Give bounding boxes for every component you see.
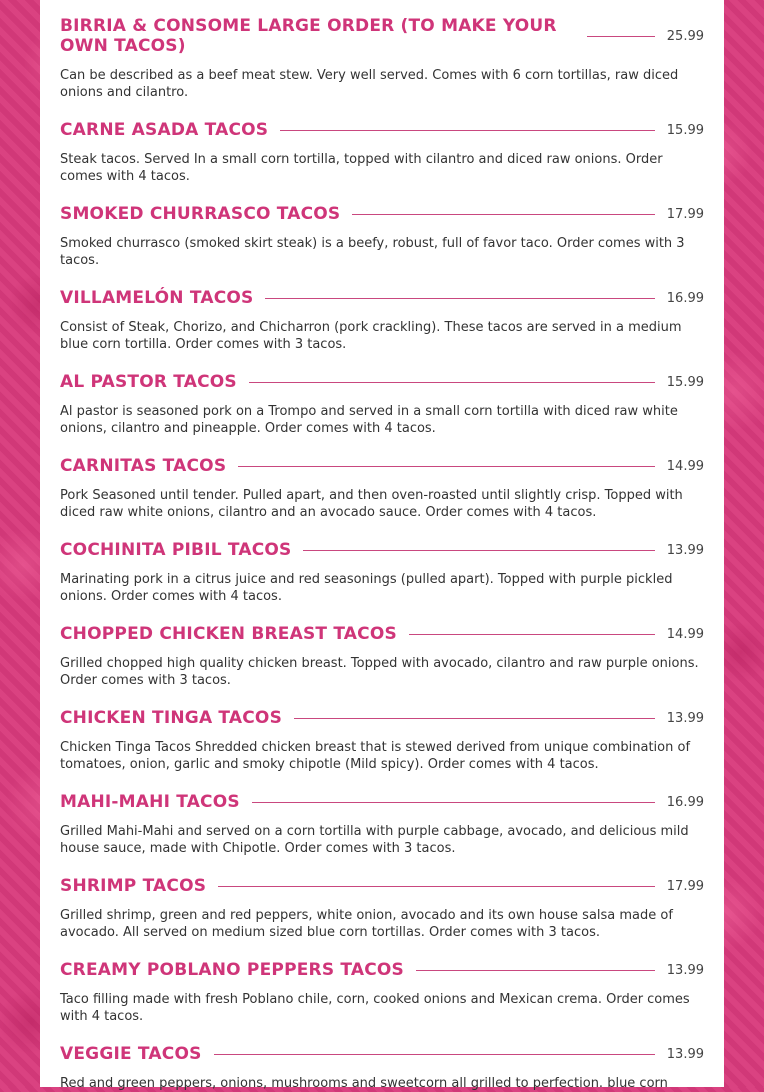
menu-item-description: Chicken Tinga Tacos Shredded chicken breast that is stewed derived from unique combination of tomatoes, onion, garlic and smoky chipotle (Mild spicy). Order comes with 4 tacos. <box>60 740 691 772</box>
menu-item <box>60 120 704 185</box>
menu-item <box>60 708 704 773</box>
menu-item-header <box>60 1044 704 1064</box>
menu-item-name: VEGGIE TACOS <box>60 1044 202 1064</box>
menu-item <box>60 1044 704 1092</box>
menu-item-description: Taco filling made with fresh Poblano chile, corn, cooked onions and Mexican crema. Order comes with 4 tacos. <box>60 992 690 1024</box>
leader-line <box>252 802 655 803</box>
menu-item-header <box>60 960 704 980</box>
menu-item-price: 13.99 <box>666 962 704 978</box>
menu-item-header <box>60 792 704 812</box>
menu-item-description: Grilled Mahi-Mahi and served on a corn tortilla with purple cabbage, avocado, and delicious mild house sauce, made with Chipotle. Order comes with 3 tacos. <box>60 824 689 856</box>
menu-item-name: COCHINITA PIBIL TACOS <box>60 540 292 560</box>
leader-line <box>294 718 655 719</box>
menu-item <box>60 288 704 353</box>
menu-item-price: 13.99 <box>666 542 704 558</box>
menu-item-name: BIRRIA & CONSOME LARGE ORDER (TO MAKE YOUR OWN TACOS) <box>60 16 557 56</box>
menu-item-header <box>60 288 704 308</box>
menu-item-header <box>60 16 704 56</box>
leader-line <box>249 382 655 383</box>
leader-line <box>265 298 654 299</box>
menu-item <box>60 792 704 857</box>
menu-item-header <box>60 120 704 140</box>
menu-item-description: Red and green peppers, onions, mushrooms and sweetcorn all grilled to perfection. blue corn <box>60 1076 668 1091</box>
menu-panel <box>40 0 724 1091</box>
menu-item-price: 13.99 <box>666 710 704 726</box>
menu-item-price: 16.99 <box>666 794 704 810</box>
menu-item-price: 15.99 <box>666 374 704 390</box>
menu-item-description: Grilled shrimp, green and red peppers, white onion, avocado and its own house salsa made of avocado. All served on medium sized blue corn tortillas. Order comes with 3 tacos. <box>60 908 673 940</box>
menu-item-description: Steak tacos. Served In a small corn tortilla, topped with cilantro and diced raw onions. Order comes with 4 tacos. <box>60 152 663 184</box>
menu-item-description: Consist of Steak, Chorizo, and Chicharron (pork crackling). These tacos are served in a medium blue corn tortilla. Order comes with 3 tacos. <box>60 320 682 352</box>
menu-item-price: 16.99 <box>666 290 704 306</box>
menu-item <box>60 16 704 101</box>
leader-line <box>303 550 654 551</box>
menu-item-name: CARNE ASADA TACOS <box>60 120 269 140</box>
menu-item-name: AL PASTOR TACOS <box>60 372 237 392</box>
menu-item-price: 25.99 <box>666 28 704 44</box>
menu-item-name: SHRIMP TACOS <box>60 876 207 896</box>
menu-item-name: CHICKEN TINGA TACOS <box>60 708 283 728</box>
leader-line <box>587 36 655 37</box>
menu-item-price: 15.99 <box>666 122 704 138</box>
menu-item <box>60 624 704 689</box>
menu-item-name: CARNITAS TACOS <box>60 456 227 476</box>
menu-item <box>60 204 704 269</box>
menu-item-name: VILLAMELÓN TACOS <box>60 288 254 308</box>
menu-item-price: 13.99 <box>666 1046 704 1062</box>
menu-item-price: 17.99 <box>666 878 704 894</box>
menu-item-name: SMOKED CHURRASCO TACOS <box>60 204 341 224</box>
menu-item <box>60 960 704 1025</box>
menu-item-name: CREAMY POBLANO PEPPERS TACOS <box>60 960 404 980</box>
menu-item-header <box>60 708 704 728</box>
menu-item-description: Al pastor is seasoned pork on a Trompo and served in a small corn tortilla with diced raw white onions, cilantro and pineapple. Order comes with 4 tacos. <box>60 404 678 436</box>
leader-line <box>280 130 655 131</box>
menu-item-price: 17.99 <box>666 206 704 222</box>
menu-item <box>60 372 704 437</box>
menu-item-header <box>60 372 704 392</box>
menu-item-name: MAHI-MAHI TACOS <box>60 792 240 812</box>
leader-line <box>218 886 655 887</box>
leader-line <box>416 970 655 971</box>
menu-item-header <box>60 456 704 476</box>
menu-item-header <box>60 876 704 896</box>
menu-item-description: Grilled chopped high quality chicken breast. Topped with avocado, cilantro and raw purple onions. Order comes with 3 tacos. <box>60 656 699 688</box>
leader-line <box>214 1054 655 1055</box>
menu-item <box>60 456 704 521</box>
leader-line <box>352 214 654 215</box>
menu-item <box>60 876 704 941</box>
menu-item-description: Can be described as a beef meat stew. Very well served. Comes with 6 corn tortillas, raw diced onions and cilantro. <box>60 68 679 100</box>
menu-item-description: Smoked churrasco (smoked skirt steak) is a beefy, robust, full of favor taco. Order comes with 3 tacos. <box>60 236 685 268</box>
leader-line <box>409 634 655 635</box>
menu-item-description: Pork Seasoned until tender. Pulled apart, and then oven-roasted until slightly crisp. Topped with diced raw white onions, cilantro and an avocado sauce. Order comes with 4 tacos. <box>60 488 683 520</box>
leader-line <box>238 466 655 467</box>
menu-item-price: 14.99 <box>666 626 704 642</box>
menu-item-price: 14.99 <box>666 458 704 474</box>
menu-item-header <box>60 204 704 224</box>
menu-item-description: Marinating pork in a citrus juice and red seasonings (pulled apart). Topped with purple pickled onions. Order comes with 4 tacos. <box>60 572 673 604</box>
menu-item <box>60 540 704 605</box>
menu-item-header <box>60 540 704 560</box>
menu-item-header <box>60 624 704 644</box>
menu-item-name: CHOPPED CHICKEN BREAST TACOS <box>60 624 397 644</box>
